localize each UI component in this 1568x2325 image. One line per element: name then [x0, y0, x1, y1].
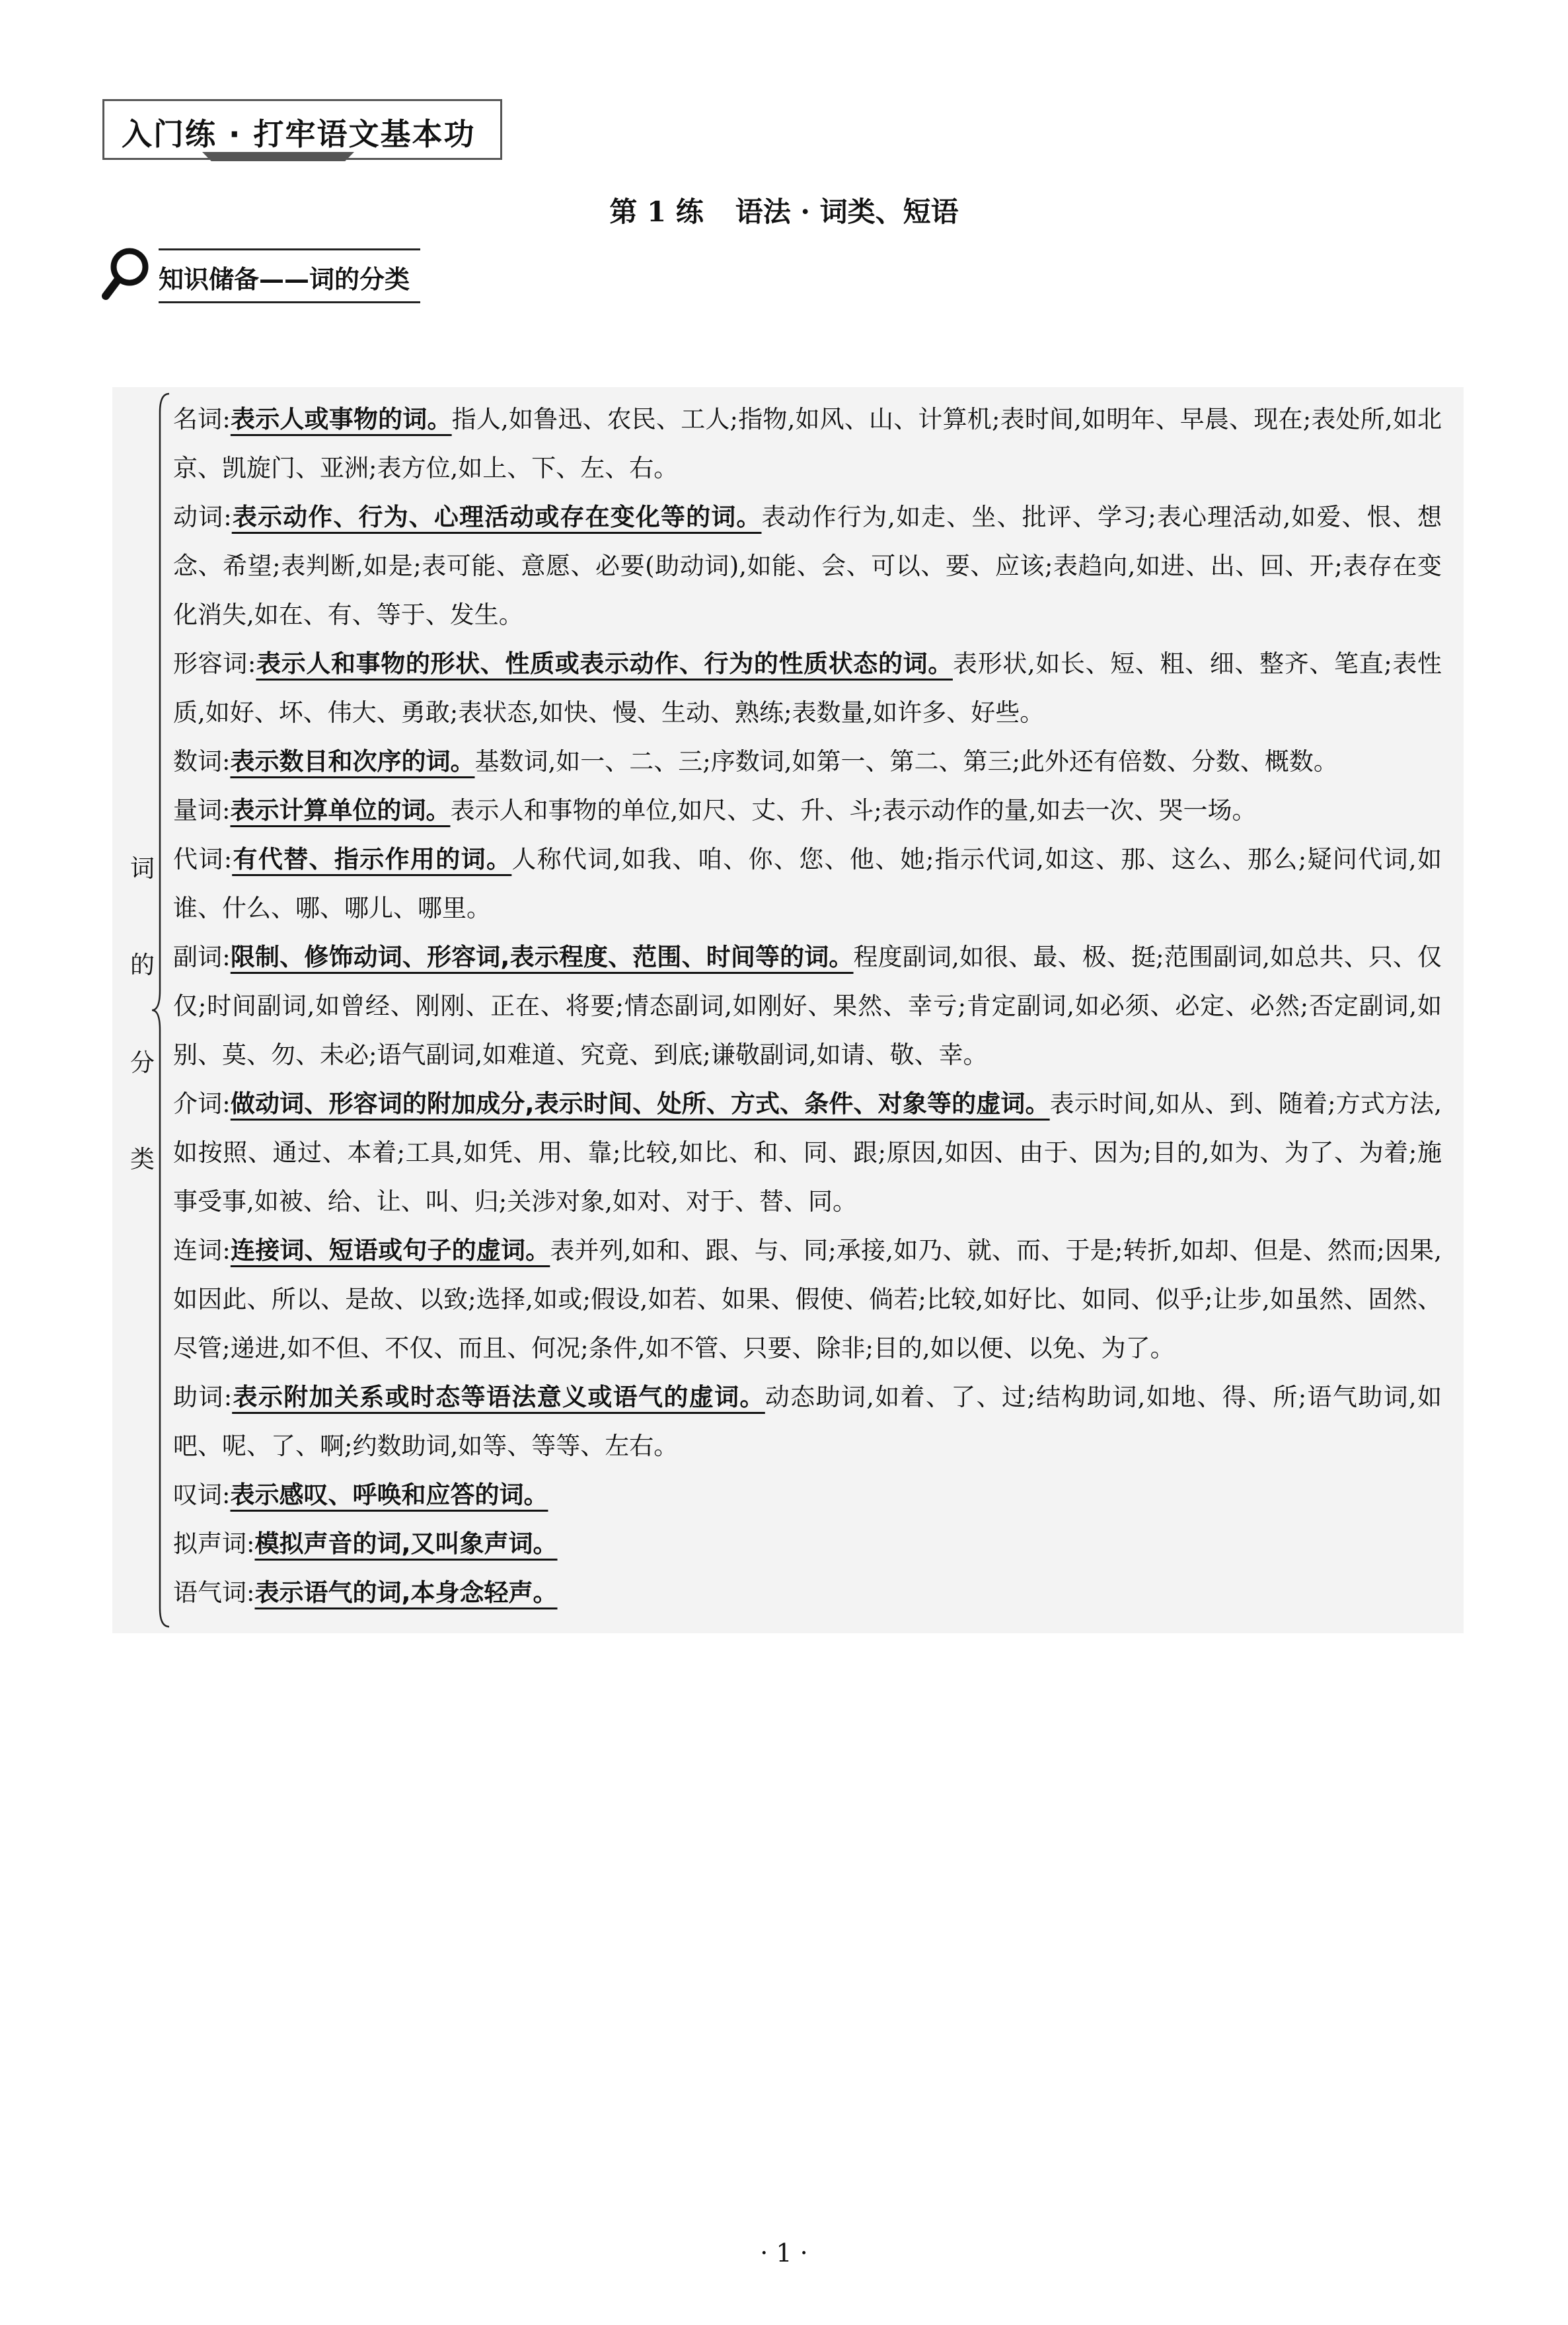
side-label-char: 分 [130, 1049, 155, 1077]
list-item [173, 1520, 1442, 1568]
list-item [173, 493, 1442, 640]
section-header [102, 99, 502, 160]
entry-term: 形容词: [173, 649, 256, 678]
entry-examples: 表形状,如长、短、粗、细、整齐、笔直;表性质,如好、坏、伟大、勇敢;表状态,如快、慢、生动、熟练;表数量,如许多、好些。 [173, 649, 1442, 727]
knowledge-label: 知识储备——词的分类 [159, 265, 410, 294]
entry-examples: 人称代词,如我、咱、你、您、他、她;指示代词,如这、那、这么、那么;疑问代词,如谁、什么、哪、哪儿、哪里。 [173, 845, 1442, 922]
entry-term: 代词: [173, 845, 233, 873]
entry-definition: 做动词、形容词的附加成分,表示时间、处所、方式、条件、对象等的虚词。 [230, 1089, 1050, 1118]
entry-definition: 表示人和事物的形状、性质或表示动作、行为的性质状态的词。 [256, 649, 953, 678]
list-item [173, 1373, 1442, 1471]
entry-examples: 程度副词,如很、最、极、挺;范围副词,如总共、只、仅仅;时间副词,如曾经、刚刚、正在、将要;情态副词,如刚好、果然、幸亏;肯定副词,如必须、必定、必然;否定副词,如别、莫、勿、未必;语气副词,如难道、究竟、到底;谦敬副词,如请、敬、幸。 [173, 943, 1442, 1069]
entry-definition: 连接词、短语或句子的虚词。 [230, 1236, 550, 1265]
list-item [173, 835, 1442, 933]
list-item [173, 1080, 1442, 1226]
page-title-topic: 语法 · 词类、短语 [735, 196, 959, 228]
list-item [173, 1471, 1442, 1520]
knowledge-rule-top [159, 248, 420, 250]
section-header-title: 入门练 · 打牢语文基本功 [122, 116, 476, 152]
entry-term: 介词: [173, 1089, 231, 1118]
left-brace [151, 392, 170, 1628]
entry-definition: 表示人或事物的词。 [230, 405, 452, 433]
side-label-char: 的 [130, 951, 155, 979]
side-label-char: 类 [130, 1145, 155, 1173]
entry-examples: 表示人和事物的单位,如尺、丈、升、斗;表示动作的量,如去一次、哭一场。 [450, 796, 1257, 825]
word-class-list [173, 395, 1442, 1617]
entry-examples: 指人,如鲁迅、农民、工人;指物,如风、山、计算机;表时间,如明年、早晨、现在;表处所,如北京、凯旋门、亚洲;表方位,如上、下、左、右。 [173, 405, 1442, 482]
entry-term: 语气词: [173, 1578, 255, 1607]
entry-definition: 表示感叹、呼唤和应答的词。 [230, 1481, 548, 1509]
entry-definition: 表示附加关系或时态等语法意义或语气的虚词。 [232, 1383, 765, 1411]
entry-definition: 模拟声音的词,又叫象声词。 [254, 1530, 558, 1558]
entry-term: 叹词: [173, 1481, 231, 1509]
entry-definition: 表示计算单位的词。 [230, 796, 451, 825]
entry-term: 连词: [173, 1236, 231, 1265]
entry-term: 数词: [173, 747, 231, 776]
entry-term: 量词: [173, 796, 231, 825]
page-number: · 1 · [760, 2238, 808, 2268]
entry-examples: 表并列,如和、跟、与、同;承接,如乃、就、而、于是;转折,如却、但是、然而;因果,如因此、所以、是故、以致;选择,如或;假设,如若、如果、假使、倘若;比较,如好比、如同、似乎;让步,如虽然、固然、尽管;递进,如不但、不仅、而且、何况;条件,如不管、只要、除非;目的,如以便、以免、为了。 [173, 1236, 1442, 1362]
knowledge-rule-bottom [159, 301, 420, 303]
entry-examples: 表示时间,如从、到、随着;方式方法,如按照、通过、本着;工具,如凭、用、靠;比较,如比、和、同、跟;原因,如因、由于、因为;目的,如为、为了、为着;施事受事,如被、给、让、叫、归;关涉对象,如对、对于、替、同。 [173, 1089, 1442, 1216]
page-title [0, 190, 1568, 230]
entry-definition: 表示动作、行为、心理活动或存在变化等的词。 [231, 503, 762, 531]
magnifier-icon [100, 246, 151, 303]
entry-term: 拟声词: [173, 1530, 255, 1558]
entry-examples: 动态助词,如着、了、过;结构助词,如地、得、所;语气助词,如吧、呢、了、啊;约数助词,如等、等等、左右。 [173, 1383, 1442, 1460]
list-item [173, 1226, 1442, 1373]
entry-term: 助词: [173, 1383, 233, 1411]
entry-definition: 表示语气的词,本身念轻声。 [254, 1578, 558, 1607]
list-item [173, 640, 1442, 737]
entry-definition: 表示数目和次序的词。 [230, 747, 475, 776]
entry-term: 名词: [173, 405, 231, 433]
page-title-lesson: 第 1 练 [609, 196, 704, 228]
list-item [173, 737, 1442, 786]
list-item [173, 933, 1442, 1080]
entry-definition: 限制、修饰动词、形容词,表示程度、范围、时间等的词。 [230, 943, 854, 971]
entry-examples: 表动作行为,如走、坐、批评、学习;表心理活动,如爱、恨、想念、希望;表判断,如是;表可能、意愿、必要(助动词),如能、会、可以、要、应该;表趋向,如进、出、回、开;表存在变化消失,如在、有、等于、发生。 [173, 503, 1442, 629]
entry-term: 动词: [173, 503, 232, 531]
list-item [173, 395, 1442, 493]
entry-term: 副词: [173, 943, 231, 971]
entry-definition: 有代替、指示作用的词。 [232, 845, 512, 873]
entry-examples: 基数词,如一、二、三;序数词,如第一、第二、第三;此外还有倍数、分数、概数。 [474, 747, 1338, 776]
section-header-bar [202, 152, 354, 161]
list-item [173, 786, 1442, 835]
list-item [173, 1568, 1442, 1617]
side-label-char: 词 [130, 854, 155, 883]
